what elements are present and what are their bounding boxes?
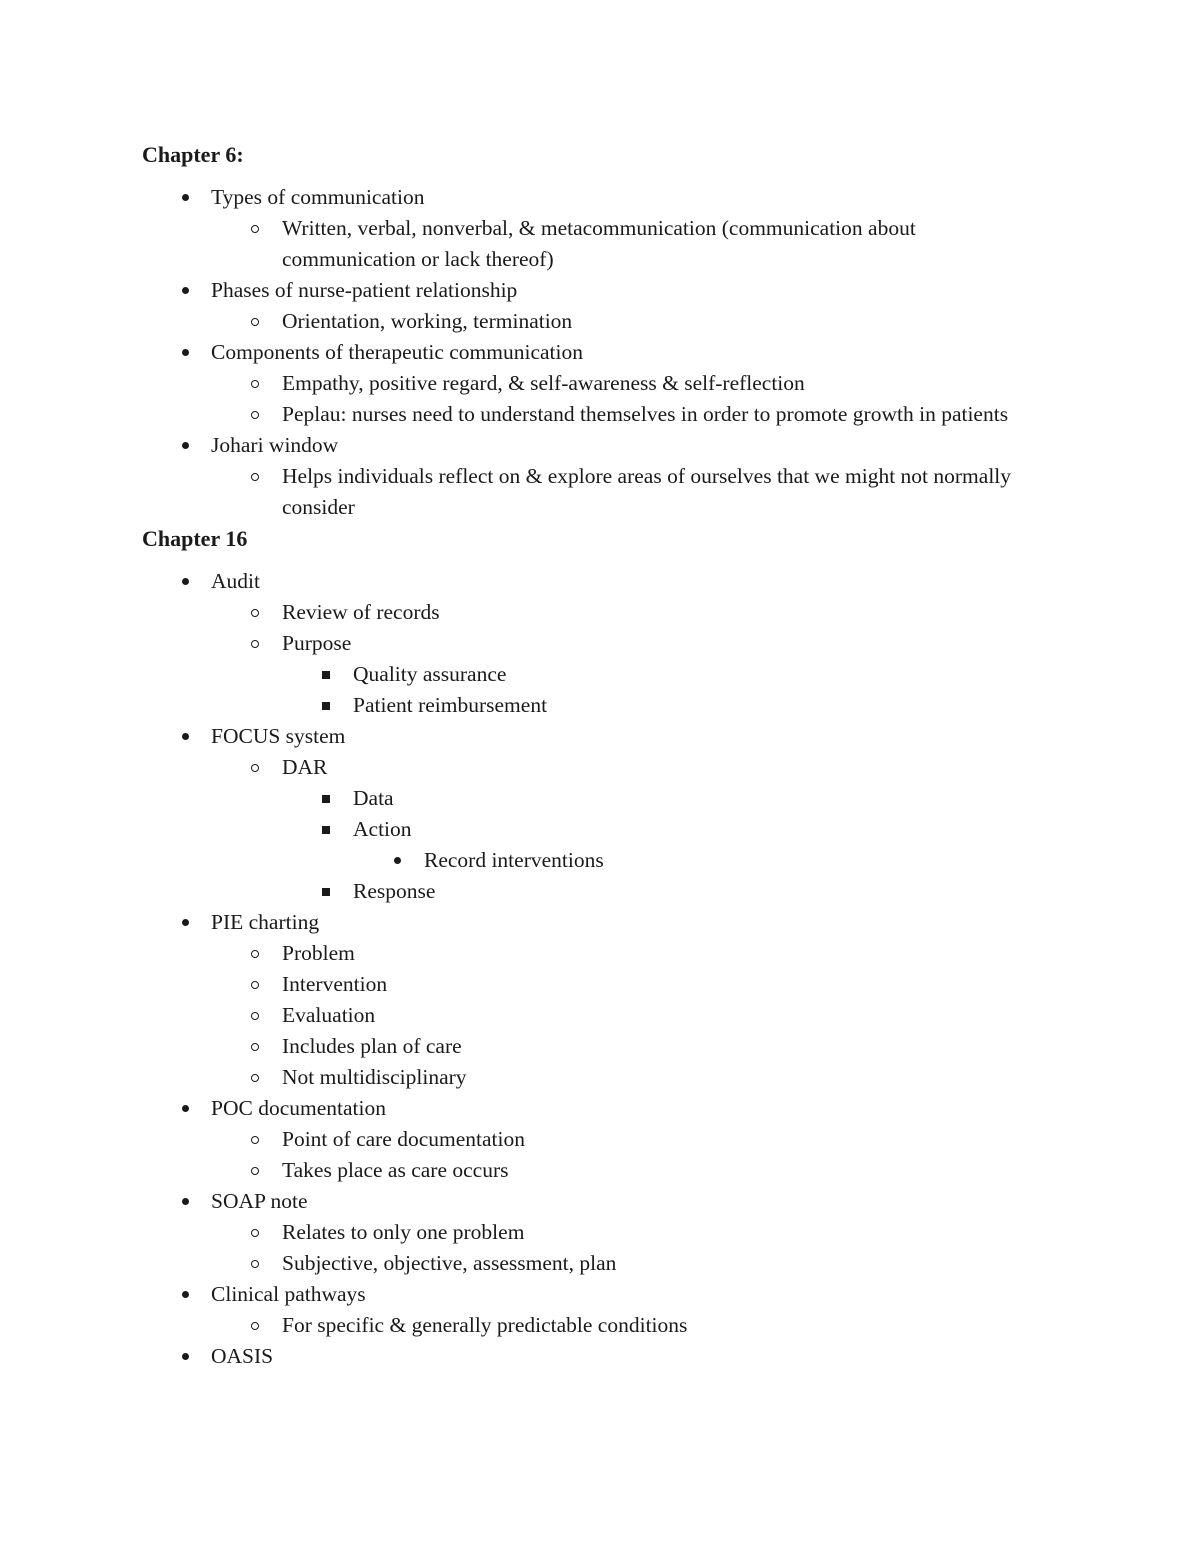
list-item-text: Evaluation [282, 1003, 376, 1027]
bullet-circle-icon [251, 1074, 259, 1082]
list-item [211, 461, 1042, 523]
list-item-text: Helps individuals reflect on & explore areas of ourselves that we might not normally consider [282, 464, 1012, 519]
bullet-dot-icon [182, 442, 189, 449]
bullet-circle-icon [251, 318, 259, 326]
bullet-dot-icon [182, 194, 189, 201]
bullet-square-icon [322, 671, 330, 679]
list-item-text: Orientation, working, termination [282, 309, 573, 333]
list-item-text: Response [353, 879, 436, 903]
list-item-text: OASIS [211, 1344, 274, 1368]
list-item [142, 337, 1042, 430]
list-item [211, 938, 1042, 969]
list-item-text: SOAP note [211, 1189, 308, 1213]
list-item [211, 1217, 1042, 1248]
list-item-text: Peplau: nurses need to understand themselves in order to promote growth in patients [282, 402, 1009, 426]
list-item [282, 690, 1042, 721]
list-item [282, 814, 1042, 876]
list-item [142, 721, 1042, 907]
list-item-text: Quality assurance [353, 662, 507, 686]
list-item [211, 1155, 1042, 1186]
list-item [142, 1279, 1042, 1341]
bullet-circle-icon [251, 1229, 259, 1237]
list-item-text: Phases of nurse-patient relationship [211, 278, 518, 302]
list-item-text: Johari window [211, 433, 339, 457]
list-item [211, 368, 1042, 399]
list-item-text: Subjective, objective, assessment, plan [282, 1251, 617, 1275]
bullet-square-icon [322, 888, 330, 896]
list-item-text: Written, verbal, nonverbal, & metacommunication (communication about communication or lack thereof) [282, 216, 916, 271]
list-item-text: Purpose [282, 631, 352, 655]
list-item [211, 1310, 1042, 1341]
bullet-square-icon [322, 826, 330, 834]
bullet-square-icon [322, 795, 330, 803]
list-item [211, 628, 1042, 721]
bullet-dot-icon [182, 919, 189, 926]
list-item [142, 566, 1042, 721]
list-item-text: Point of care documentation [282, 1127, 525, 1151]
list-item [211, 752, 1042, 907]
list-item [142, 907, 1042, 1093]
list-item [211, 213, 1042, 275]
list-item [142, 182, 1042, 275]
bullet-square-icon [322, 702, 330, 710]
list-item-text: Takes place as care occurs [282, 1158, 509, 1182]
list-item [142, 1186, 1042, 1279]
bullet-circle-icon [251, 1136, 259, 1144]
chapter-6-heading: Chapter 6: [142, 142, 244, 167]
document-body [142, 139, 1042, 1372]
list-item [142, 430, 1042, 523]
bullet-dot-icon [182, 1291, 189, 1298]
list-item [211, 1000, 1042, 1031]
list-item [211, 1062, 1042, 1093]
list-item-text: POC documentation [211, 1096, 386, 1120]
list-item-text: FOCUS system [211, 724, 346, 748]
bullet-circle-icon [251, 1322, 259, 1330]
bullet-dot-icon [182, 349, 189, 356]
bullet-dot-icon [182, 1353, 189, 1360]
list-item-text: Intervention [282, 972, 388, 996]
bullet-dot-icon [182, 578, 189, 585]
list-item [211, 1031, 1042, 1062]
list-item-text: Clinical pathways [211, 1282, 366, 1306]
bullet-dot-icon [394, 857, 401, 864]
bullet-dot-icon [182, 287, 189, 294]
list-item [142, 1341, 1042, 1372]
list-item-text: Empathy, positive regard, & self-awareness & self-reflection [282, 371, 805, 395]
list-item-text: Action [353, 817, 412, 841]
list-item-text: Audit [211, 569, 260, 593]
list-item [211, 1124, 1042, 1155]
list-item-text: Not multidisciplinary [282, 1065, 467, 1089]
chapter-16-list [142, 566, 1042, 1372]
bullet-circle-icon [251, 1167, 259, 1175]
bullet-circle-icon [251, 981, 259, 989]
bullet-circle-icon [251, 1012, 259, 1020]
bullet-circle-icon [251, 1260, 259, 1268]
bullet-dot-icon [182, 733, 189, 740]
list-item-text: Includes plan of care [282, 1034, 462, 1058]
list-item-text: Components of therapeutic communication [211, 340, 583, 364]
bullet-circle-icon [251, 764, 259, 772]
bullet-circle-icon [251, 609, 259, 617]
list-item-text: Problem [282, 941, 355, 965]
bullet-circle-icon [251, 411, 259, 419]
list-item-text: PIE charting [211, 910, 320, 934]
list-item [282, 783, 1042, 814]
bullet-circle-icon [251, 1043, 259, 1051]
list-item [142, 1093, 1042, 1186]
chapter-16-heading: Chapter 16 [142, 526, 248, 551]
list-item [211, 969, 1042, 1000]
list-item [353, 845, 1042, 876]
list-item [211, 597, 1042, 628]
list-item-text: Record interventions [424, 848, 604, 872]
bullet-circle-icon [251, 640, 259, 648]
chapter-6-list [142, 182, 1042, 523]
list-item-text: Review of records [282, 600, 440, 624]
list-item-text: Relates to only one problem [282, 1220, 525, 1244]
bullet-dot-icon [182, 1198, 189, 1205]
bullet-circle-icon [251, 473, 259, 481]
list-item-text: For specific & generally predictable conditions [282, 1313, 688, 1337]
list-item [211, 1248, 1042, 1279]
bullet-circle-icon [251, 225, 259, 233]
bullet-circle-icon [251, 380, 259, 388]
list-item [282, 659, 1042, 690]
list-item-text: DAR [282, 755, 328, 779]
bullet-circle-icon [251, 950, 259, 958]
list-item [211, 306, 1042, 337]
list-item [211, 399, 1042, 430]
bullet-dot-icon [182, 1105, 189, 1112]
list-item-text: Patient reimbursement [353, 693, 548, 717]
list-item [282, 876, 1042, 907]
list-item-text: Data [353, 786, 394, 810]
list-item [142, 275, 1042, 337]
list-item-text: Types of communication [211, 185, 425, 209]
